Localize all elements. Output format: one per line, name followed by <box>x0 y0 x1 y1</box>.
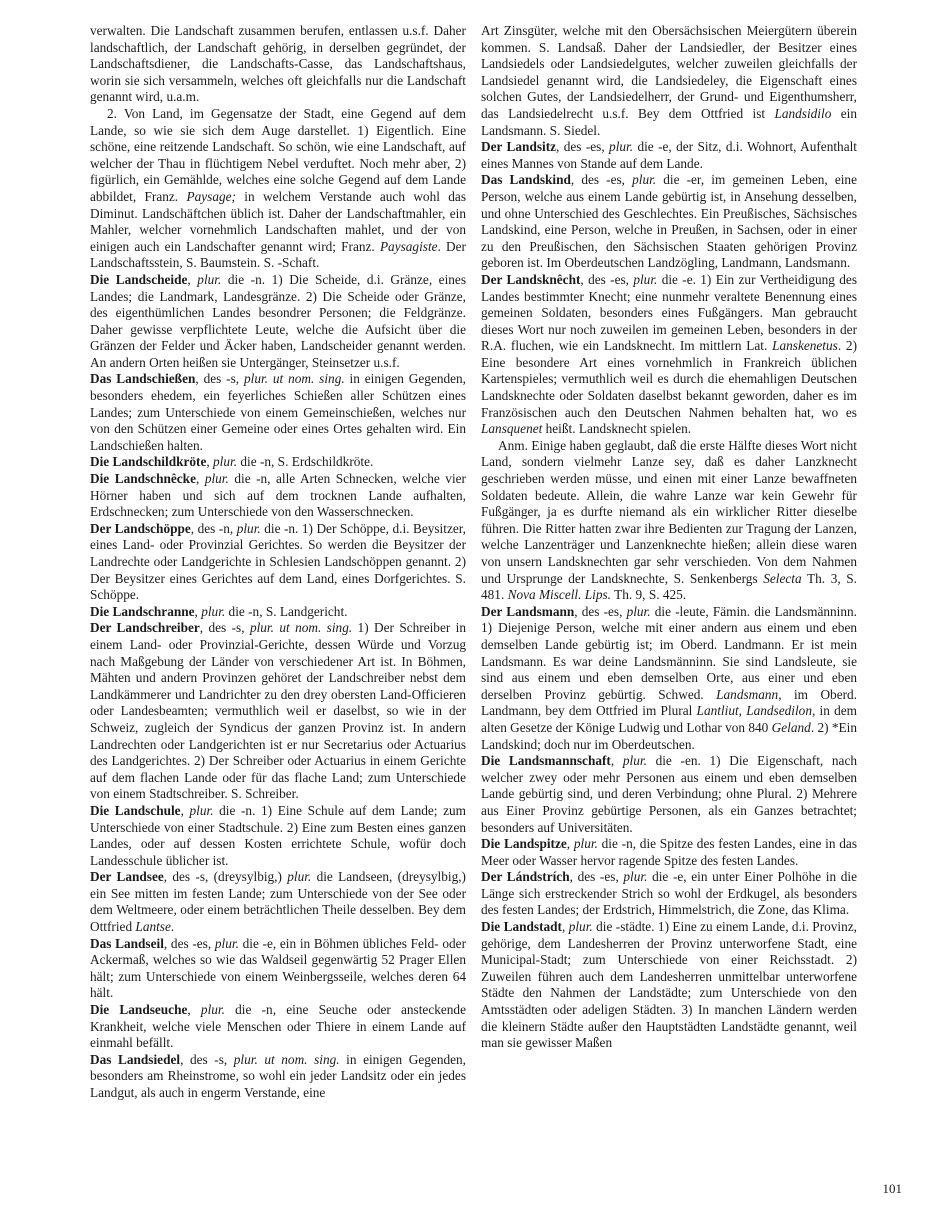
italic-text: plur. <box>197 271 222 287</box>
body-text: 1) Der Schreiber in einem Land- oder Provinzial-Gerichte, dessen Würde und Vorzug nach Maßgebung der Länder von verschiedener Art ist. In Böhmen, Mähten und andern Provinzen gehöret der Landschreiber nebst dem Landkämmerer und Landrichter zu den drey obersten Land-Officieren oder Landesbeamten; vermuthlich weil er daselbst, so wie in der Schweiz, zugleich der Syndicus der ganzen Provinz ist. In andern Landrechten oder Landgerichten ist er nur Secretarius oder Actuarius des Landgerichtes. 2) Der Schreiber oder Actuarius in einem Gerichte auf dem flachen Lande oder für das flache Land; zum Unterschiede von einem Stadtschreiber. S. Schreiber. <box>90 620 467 802</box>
body-text: , des -s, (dreysylbig,) <box>163 869 288 885</box>
dictionary-entry <box>481 869 857 919</box>
entry-headword: Das Landsiedel <box>90 1051 181 1067</box>
body-text: die -e, ein unter Einer Polhöhe in die Länge sich erstreckender Strich so wohl der Erdkugel, als besonders des festen Landes; der Erdstrich, Himmelstrich, die Zone, das Klima. <box>481 869 857 918</box>
body-text: , <box>187 271 198 287</box>
body-text: , des -s, <box>180 1051 234 1067</box>
entry-headword: Die Landschildkröte <box>90 454 207 470</box>
dictionary-entry <box>481 919 857 1052</box>
body-text: in welchem Verstande auch wohl das Diminut. Landschäftchen üblich ist. Daher der Landschaftmahler, ein Mahler, welcher vornehmlich Landschaften mahlet, und der von einigen auch ein Landschafter genannt wird; Franz. <box>90 188 467 254</box>
italic-text: Paysagiste <box>379 238 438 254</box>
body-text: , des -es, <box>570 172 633 188</box>
body-text: , des -es, <box>574 603 627 619</box>
dictionary-entry <box>481 272 857 438</box>
entry-headword: Die Landscheide <box>90 271 188 287</box>
italic-text: plur. <box>204 471 229 487</box>
italic-text: Lansquenet <box>481 421 543 437</box>
body-text: die Landseen, (dreysylbig,) ein See mitten im festen Lande; zum Unterschiede von der See oder dem Weltmeere, oder einem beträchtlichen Theile desselben. Bey dem Ottfried <box>90 869 466 935</box>
entry-headword: Das Landseil <box>90 935 164 951</box>
entry-headword: Die Landstadt <box>481 919 562 935</box>
page-number: 101 <box>882 1181 902 1196</box>
body-text: die -n, S. Landgericht. <box>225 603 348 619</box>
italic-text: plur. <box>623 869 648 885</box>
dictionary-paragraph <box>481 438 857 604</box>
entry-headword: Die Landspitze <box>481 836 567 852</box>
italic-text: Geland <box>771 719 811 735</box>
italic-text: plur. <box>236 520 261 536</box>
body-text: , des -s, <box>199 620 250 636</box>
dictionary-paragraph <box>90 106 466 272</box>
italic-text: plur. <box>609 139 634 155</box>
entry-headword: Der Landsitz <box>481 139 557 155</box>
body-text: , des -es, <box>556 139 610 155</box>
body-text: die -n. 1) Eine Schule auf dem Lande; zum Unterschiede von einer Stadtschule. 2) Eine zum Besten eines ganzen Landes, oder auf dessen Kosten errichtete Schule, wofür doch Landesschule üblicher ist. <box>90 802 466 868</box>
body-text: . 2) Eine besondere Art eines vornehmlich in Frankreich üblichen Kartenspieles; vermuthlich weil es durch die ehemahligen Deutschen Landsknechte oder Soldaten daselbst bekannt geworden, daher es im Französischen auch den Deutschen Nahmen behalten hat, wo es <box>481 338 857 420</box>
italic-text: plur. <box>201 603 226 619</box>
italic-text: Nova Miscell. Lips. <box>507 587 612 603</box>
italic-text: Paysage; <box>186 188 236 204</box>
body-text: die -leute, Fämin. die Landsmänninn. 1) Diejenige Person, welche mit einer andern aus einem und eben demselben Lande gebürtig ist; im Oberd. Landmann. Er ist mein Landsmann. Es war deine Landsmänninn. Sie sind Landsleute, sie sind aus einem und eben demselben Orte, aus einer und eben derselben Provinz gebürtig. Schwed. <box>481 603 857 702</box>
body-text: die -n, eine Seuche oder ansteckende Krankheit, welche viele Menschen oder Thiere in einem Lande auf einmahl befällt. <box>90 1002 466 1051</box>
body-text: , des -es, <box>163 935 215 951</box>
entry-headword: Die Landschranne <box>90 603 195 619</box>
dictionary-entry <box>90 1052 466 1102</box>
italic-text: plur. <box>213 454 238 470</box>
body-text: . 2) *Ein Landskind; doch nur im Oberdeutschen. <box>481 719 857 752</box>
entry-headword: Der Landschreiber <box>90 620 200 636</box>
dictionary-entry <box>90 454 466 471</box>
body-text: 2. Von Land, im Gegensatze der Stadt, eine Gegend auf dem Lande, so wie sie sich dem Auge darstellet. 1) Eigentlich. Eine schöne, eine reitzende Landschaft. So schön, wie eine Landschaft, auf welcher der Thau in flüchtigem Nebel verduftet. Noch mehr aber, 2) figürlich, ein Gemählde, welches eine solche Gegend auf dem Lande abbildet, Franz. <box>90 105 466 204</box>
italic-text: plur. ut nom. sing. <box>243 371 345 387</box>
entry-headword: Der Landschöppe <box>90 520 191 536</box>
body-text: Th. 9, S. 425. <box>611 587 687 603</box>
dictionary-entry <box>90 371 466 454</box>
body-text: ein Landsmann. S. Siedel. <box>481 105 857 138</box>
left-column <box>90 23 466 1102</box>
dictionary-entry <box>90 803 466 869</box>
italic-text: plur. <box>568 919 593 935</box>
body-text: Art Zinsgüter, welche mit den Obersächsischen Meiergütern überein kommen. S. Landsaß. Daher der Landsiedler, der Besitzer eines Landsiedels oder Landsiedelgutes, welcher zuweilen gleichfalls der Landsiedel genannt wird, die Landsiedeley, die Eigenschaft eines solchen Gutes, der Landsiedelherr, der Grund- und Eigenthumsherr, das Landsiedelrecht u.s.f. Bey dem Ottfried ist <box>481 23 857 121</box>
italic-text: plur. <box>214 935 239 951</box>
body-text: Anm. Einige haben geglaubt, daß die erste Hälfte dieses Wort nicht Land, sondern vielmehr Lanze sey, daß es daher Lanzknecht geschrieben werden müsse, und einen mit einer Lanze bewaffneten Soldaten bedeute. Allein, die wahre Lanze war kein Gewehr für Fußgänger, ja es durfte niemand als ein wirklicher Ritter dieselbe führen. Die Ritter hatten zwar ihre Bedienten zur Tragung der Lanzen, welche Lanzenträger und Lanzenknechte hießen; allein diese waren von unsern Landsknechten gar sehr verschieden. Von dem Nahmen und Ursprunge der Landsknechte, S. Senkenbergs <box>481 437 857 586</box>
italic-text: Lantliut, Landsedilon, <box>696 703 816 719</box>
body-text: , <box>195 471 205 487</box>
entry-headword: Der Landsmann <box>481 603 575 619</box>
body-text: verwalten. Die Landschaft zusammen berufen, entlassen u.s.f. Daher landschaftlich, der Landschaft gehörig, in derselben gegründet, der Landschaftsdiener, die Landschafts-Casse, das Landschaftshaus, worin sie sich versammeln, welches oft gleichfalls nur die Landschaft genannt wird, u.a.m. <box>90 23 466 105</box>
body-text: die -n. 1) Der Schöppe, d.i. Beysitzer, eines Land- oder Provinzial Gerichtes. So werden die Beysitzer der Landrechte oder Landgerichte in Schlesien Landschöppen genannt. 2) Der Beysitzer eines Gerichtes auf dem Land, eines Dorfgerichtes. S. Schöppe. <box>90 520 466 603</box>
dictionary-entry <box>90 471 466 521</box>
body-text: . <box>170 919 175 935</box>
dictionary-entry <box>481 604 857 753</box>
body-text: , des -s, <box>195 371 244 387</box>
dictionary-entry <box>481 139 857 172</box>
body-text: , <box>180 802 190 818</box>
body-text: , <box>206 454 214 470</box>
italic-text: Landsidilo <box>774 105 832 121</box>
body-text: die -e, ein in Böhmen übliches Feld- oder Ackermaß, welches so wie das Waldseil gegenwärtig 52 Prager Ellen hält; zum Unterschiede von einem Weinbergsseile, welches deren 64 hält. <box>90 935 466 1001</box>
body-text: die -städte. 1) Eine zu einem Lande, d.i. Provinz, gehörige, dem Landesherren der Provinz unterworfene Stadt, eine Municipal-Stadt; zum Unterschiede von einer Reichsstadt. 2) Zuweilen führen auch dem Landesherren unmittelbar unterworfene Städte den Nahmen der Landstädte; zum Unterschiede von den Amtsstädten oder adeligen Städten. 3) In manchen Ländern werden die kleinern Städte außer den Hauptstädten Landstädte genannt, weil man sie gewisser Maßen <box>481 919 858 1051</box>
body-text: , <box>566 836 574 852</box>
dictionary-entry <box>481 753 857 836</box>
entry-headword: Die Landsmannschaft <box>481 753 611 769</box>
dictionary-entry <box>90 936 466 1002</box>
italic-text: plur. <box>287 869 312 885</box>
body-text: , <box>187 1002 201 1018</box>
dictionary-entry <box>481 172 857 272</box>
dictionary-paragraph <box>481 23 857 139</box>
body-text: die -n, die Spitze des festen Landes, eine in das Meer oder Wasser hervor ragende Spitze des festen Landes. <box>481 836 858 868</box>
body-text: , <box>194 603 202 619</box>
italic-text: Lantse <box>135 919 171 935</box>
body-text: , des -es, <box>569 869 624 885</box>
body-text: die -n, S. Erdschildkröte. <box>237 454 374 470</box>
body-text: . Der Landschaftsstein, S. Baumstein. S. -Schaft. <box>90 238 466 271</box>
right-column <box>481 23 857 1102</box>
italic-text: plur. <box>633 271 658 287</box>
body-text: , des -n, <box>190 520 237 536</box>
dictionary-entry <box>481 836 857 869</box>
body-text: in dem alten Gesetze der Könige Ludwig und Lothar von 840 <box>481 703 857 735</box>
body-text: , <box>561 919 569 935</box>
entry-headword: Der Lándstrích <box>481 869 570 885</box>
dictionary-entry <box>90 272 466 372</box>
dictionary-paragraph <box>90 23 466 106</box>
body-text: in einigen Gegenden, besonders am Rheinstrome, so wohl ein jeder Landsitz oder ein jedes Landgut, als auch in engerm Verstande, eine <box>90 1051 467 1100</box>
body-text: die -en. 1) Die Eigenschaft, nach welcher zwey oder mehr Personen aus einem und eben demselben Lande gebürtig sind, und deren Verbindung; ohne Plural. 2) Mehrere aus Einer Provinz gebürtige Personen, als ein Ganzes betrachtet; besonders auf Universitäten. <box>481 753 857 835</box>
body-text: die -n. 1) Die Scheide, d.i. Gränze, eines Landes; die Landmark, Landesgränze. 2) Die Scheide oder Gränze, des eigenthümlichen Landes besondrer Personen; die Feldgränze. Daher gewisse verpflichtete Leute, welche die Aufsicht über die Gränzen der Felder und Äcker haben, Landscheider genannt werden. An andern Orten heißen sie Untergänger, Steinsetzer u.s.f. <box>90 271 467 370</box>
italic-text: plur. <box>200 1002 225 1018</box>
italic-text: plur. <box>632 172 657 188</box>
entry-headword: Das Landskind <box>481 172 571 188</box>
body-text: Th. 3, S. 481. <box>481 570 857 603</box>
body-text: in einigen Gegenden, besonders ehedem, ein feyerliches Schießen aller Schützen eines Landes; zum Unterschiede von einem Gemeinschießen, welches nur von den Schützen einer Gemeine oder eines Ortes gehalten wird. Ein Landschießen halten. <box>90 371 467 453</box>
body-text: , <box>610 753 623 769</box>
italic-text: plur. ut nom. sing. <box>233 1051 340 1067</box>
italic-text: Lanskenetus <box>772 338 838 354</box>
body-text: im Oberd. Landmann, bey dem Ottfried im Plural <box>481 686 857 719</box>
italic-text: plur. <box>622 753 647 769</box>
body-text: die -e, der Sitz, d.i. Wohnort, Aufenthalt eines Mannes von Stande auf dem Lande. <box>481 139 857 171</box>
entry-headword: Die Landschule <box>90 802 181 818</box>
entry-headword: Der Landsknêcht <box>481 271 581 287</box>
body-text: , des -es, <box>580 271 634 287</box>
italic-text: plur. <box>573 836 598 852</box>
entry-headword: Die Landseuche <box>90 1002 188 1018</box>
dictionary-entry <box>90 1002 466 1052</box>
dictionary-entry <box>90 521 466 604</box>
entry-headword: Das Landschießen <box>90 371 196 387</box>
dictionary-entry <box>90 604 466 621</box>
body-text: die -n, alle Arten Schnecken, welche vier Hörner haben und sich auf dem trocknen Lande aufhalten, Erdschnecken; zum Unterschiede von den Wasserschnecken. <box>90 471 466 520</box>
dictionary-entry <box>90 869 466 935</box>
dictionary-entry <box>90 620 466 803</box>
italic-text: plur. <box>626 603 651 619</box>
entry-headword: Der Landsee <box>90 869 164 885</box>
entry-headword: Die Landschnêcke <box>90 471 196 487</box>
italic-text: Selecta <box>763 570 802 586</box>
italic-text: plur. ut nom. sing. <box>249 620 353 636</box>
body-text: die -e. 1) Ein zur Vertheidigung des Landes bestimmter Knecht; eine nunmehr veraltete Benennung eines gemeinen Soldaten, besonders eines Fußgängers. Man gebraucht dieses Wort nur noch zuweilen im gemeinen Leben, besonders in der R.A. fluchen, wie ein Landsknecht. Im mittlern Lat. <box>481 271 857 354</box>
italic-text: plur. <box>189 802 214 818</box>
body-text: die -er, im gemeinen Leben, eine Person, welche aus einem Lande gebürtig ist, in Ansehung desselben, und ohne Unterschied des Geschlechtes. Ein Preußisches, Sächsisches Landskind, eine Person, welche in Preußen, in Sachsen, oder in einer zu den Preußischen, den Sächsischen Staaten gehörigen Provinz geboren ist. Im Oberdeutschen Landzögling, Landmann, Landsmann. <box>481 172 857 271</box>
body-text: heißt. Landsknecht spielen. <box>542 421 692 437</box>
italic-text: Landsmann, <box>716 686 782 702</box>
